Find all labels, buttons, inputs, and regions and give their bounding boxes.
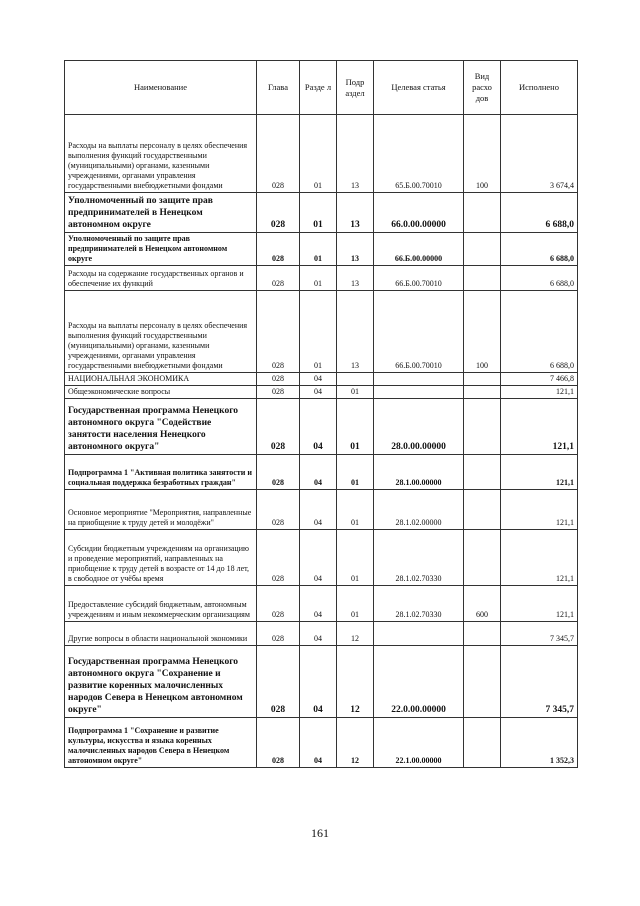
header-exptype: Вид расхо дов [464, 61, 501, 115]
cell-subsection: 01 [337, 386, 374, 399]
cell-executed: 121,1 [501, 530, 578, 586]
table-row [65, 115, 578, 193]
table-row [65, 291, 578, 373]
cell-executed: 6 688,0 [501, 266, 578, 291]
cell-section: 04 [300, 622, 337, 646]
cell-name: Общеэкономические вопросы [65, 386, 257, 399]
cell-target: 28.1.02.70330 [374, 586, 464, 622]
cell-executed: 7 466,8 [501, 373, 578, 386]
table-row [65, 718, 578, 768]
cell-chapter: 028 [257, 399, 300, 455]
cell-chapter: 028 [257, 266, 300, 291]
cell-subsection: 13 [337, 193, 374, 233]
cell-name: Подпрограмма 1 "Сохранение и развитие культуры, искусства и языка коренных малочисленных народов Севера в Ненецком автономном округе" [65, 718, 257, 768]
cell-chapter: 028 [257, 622, 300, 646]
cell-exptype [464, 266, 501, 291]
cell-name: Предоставление субсидий бюджетным, автономным учреждениям и иным некоммерческим организациям [65, 586, 257, 622]
cell-target [374, 386, 464, 399]
cell-section: 01 [300, 115, 337, 193]
cell-section: 04 [300, 718, 337, 768]
table-row [65, 455, 578, 490]
budget-table [64, 60, 578, 768]
cell-target: 28.0.00.00000 [374, 399, 464, 455]
cell-executed: 7 345,7 [501, 622, 578, 646]
cell-target: 66.Б.00.70010 [374, 266, 464, 291]
table-row [65, 266, 578, 291]
cell-name: Субсидии бюджетным учреждениям на организацию и проведение мероприятий, направленных на приобщение к труду детей в возрасте от 14 до 18 лет, в свободное от учёбы время [65, 530, 257, 586]
cell-executed: 121,1 [501, 386, 578, 399]
cell-target: 28.1.00.00000 [374, 455, 464, 490]
cell-name: Расходы на содержание государственных органов и обеспечение их функций [65, 266, 257, 291]
table-row [65, 193, 578, 233]
cell-exptype [464, 622, 501, 646]
cell-chapter: 028 [257, 646, 300, 718]
cell-section: 01 [300, 233, 337, 266]
cell-exptype: 100 [464, 291, 501, 373]
cell-target: 66.Б.00.00000 [374, 233, 464, 266]
cell-exptype: 600 [464, 586, 501, 622]
cell-executed: 3 674,4 [501, 115, 578, 193]
cell-subsection: 13 [337, 266, 374, 291]
cell-subsection: 01 [337, 490, 374, 530]
cell-exptype [464, 455, 501, 490]
cell-executed: 121,1 [501, 455, 578, 490]
cell-name: Подпрограмма 1 "Активная политика занятости и социальная поддержка безработных граждан" [65, 455, 257, 490]
cell-chapter: 028 [257, 193, 300, 233]
cell-target: 66.Б.00.70010 [374, 291, 464, 373]
cell-subsection [337, 373, 374, 386]
cell-name: НАЦИОНАЛЬНАЯ ЭКОНОМИКА [65, 373, 257, 386]
cell-executed: 7 345,7 [501, 646, 578, 718]
cell-target [374, 373, 464, 386]
cell-chapter: 028 [257, 490, 300, 530]
cell-subsection: 01 [337, 530, 374, 586]
table-row [65, 490, 578, 530]
cell-subsection: 12 [337, 718, 374, 768]
cell-exptype [464, 373, 501, 386]
cell-exptype [464, 530, 501, 586]
cell-name: Другие вопросы в области национальной экономики [65, 622, 257, 646]
cell-section: 01 [300, 291, 337, 373]
header-chapter: Глава [257, 61, 300, 115]
cell-target: 28.1.02.00000 [374, 490, 464, 530]
table-row [65, 622, 578, 646]
cell-executed: 1 352,3 [501, 718, 578, 768]
table-row [65, 586, 578, 622]
header-subsection: Подр аздел [337, 61, 374, 115]
cell-subsection: 01 [337, 399, 374, 455]
cell-chapter: 028 [257, 373, 300, 386]
cell-section: 04 [300, 490, 337, 530]
table-header-row [65, 61, 578, 115]
cell-target: 22.0.00.00000 [374, 646, 464, 718]
cell-name: Уполномоченный по защите прав предпринимателей в Ненецком автономном округе [65, 233, 257, 266]
cell-section: 04 [300, 586, 337, 622]
cell-exptype [464, 646, 501, 718]
cell-name: Основное мероприятие "Мероприятия, направленные на приобщение к труду детей и молодёжи" [65, 490, 257, 530]
cell-executed: 121,1 [501, 586, 578, 622]
cell-target: 28.1.02.70330 [374, 530, 464, 586]
cell-section: 04 [300, 455, 337, 490]
cell-chapter: 028 [257, 233, 300, 266]
table-row [65, 233, 578, 266]
cell-exptype [464, 233, 501, 266]
cell-chapter: 028 [257, 718, 300, 768]
header-target: Целевая статья [374, 61, 464, 115]
header-executed: Исполнено [501, 61, 578, 115]
cell-target: 66.0.00.00000 [374, 193, 464, 233]
cell-chapter: 028 [257, 455, 300, 490]
cell-subsection: 13 [337, 233, 374, 266]
cell-target [374, 622, 464, 646]
cell-target: 65.Б.00.70010 [374, 115, 464, 193]
cell-chapter: 028 [257, 530, 300, 586]
cell-executed: 6 688,0 [501, 233, 578, 266]
cell-chapter: 028 [257, 291, 300, 373]
cell-chapter: 028 [257, 386, 300, 399]
cell-executed: 121,1 [501, 399, 578, 455]
cell-subsection: 12 [337, 622, 374, 646]
cell-exptype: 100 [464, 115, 501, 193]
cell-name: Расходы на выплаты персоналу в целях обеспечения выполнения функций государственными (муниципальными) органами, казенными учреждениями, органами управления государственными внебюджетными фондами [65, 291, 257, 373]
cell-executed: 121,1 [501, 490, 578, 530]
table-row [65, 399, 578, 455]
cell-subsection: 13 [337, 115, 374, 193]
cell-chapter: 028 [257, 115, 300, 193]
cell-target: 22.1.00.00000 [374, 718, 464, 768]
cell-section: 04 [300, 530, 337, 586]
cell-section: 04 [300, 399, 337, 455]
table-row [65, 386, 578, 399]
cell-exptype [464, 490, 501, 530]
cell-exptype [464, 399, 501, 455]
cell-exptype [464, 718, 501, 768]
cell-exptype [464, 193, 501, 233]
cell-section: 01 [300, 193, 337, 233]
cell-executed: 6 688,0 [501, 291, 578, 373]
cell-name: Государственная программа Ненецкого автономного округа "Сохранение и развитие коренных малочисленных народов Севера в Ненецком автономном округе" [65, 646, 257, 718]
cell-section: 04 [300, 386, 337, 399]
cell-section: 01 [300, 266, 337, 291]
page-number: 161 [311, 826, 329, 840]
cell-subsection: 13 [337, 291, 374, 373]
cell-name: Расходы на выплаты персоналу в целях обеспечения выполнения функций государственными (муниципальными) органами, казенными учреждениями, органами управления государственными внебюджетными фондами [65, 115, 257, 193]
header-name: Наименование [65, 61, 257, 115]
cell-subsection: 01 [337, 586, 374, 622]
cell-name: Уполномоченный по защите прав предпринимателей в Ненецком автономном округе [65, 193, 257, 233]
header-section: Разде л [300, 61, 337, 115]
table-row [65, 646, 578, 718]
cell-name: Государственная программа Ненецкого автономного округа "Содействие занятости населения Ненецкого автономного округа" [65, 399, 257, 455]
cell-section: 04 [300, 373, 337, 386]
cell-chapter: 028 [257, 586, 300, 622]
cell-subsection: 12 [337, 646, 374, 718]
cell-subsection: 01 [337, 455, 374, 490]
cell-executed: 6 688,0 [501, 193, 578, 233]
cell-section: 04 [300, 646, 337, 718]
table-row [65, 373, 578, 386]
cell-exptype [464, 386, 501, 399]
table-row [65, 530, 578, 586]
